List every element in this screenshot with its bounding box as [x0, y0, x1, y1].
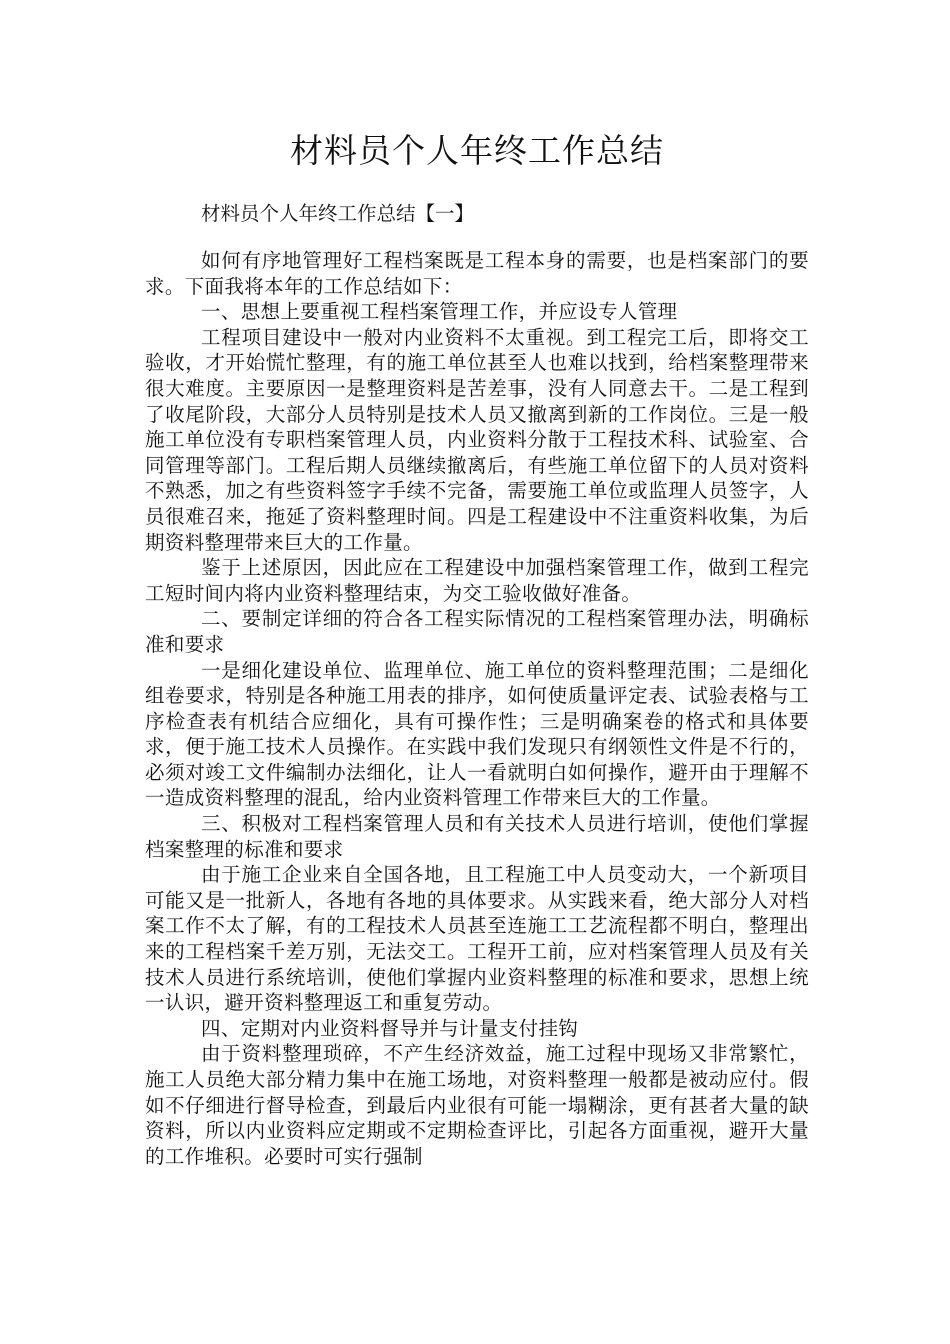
- document-body: [145, 248, 809, 1169]
- paragraph: 鉴于上述原因，因此应在工程建设中加强档案管理工作，做到工程完工短时间内将内业资料整理结束，为交工验收做好准备。: [145, 556, 809, 605]
- paragraph: 由于资料整理琐碎，不产生经济效益，施工过程中现场又非常繁忙，施工人员绝大部分精力集中在施工场地，对资料整理一般都是被动应付。假如不仔细进行督导检查，到最后内业很有可能一塌糊涂，更有甚者大量的缺资料，所以内业资料应定期或不定期检查评比，引起各方面重视，避开大量的工作堆积。必要时可实行强制: [145, 1042, 809, 1168]
- paragraph-heading-3: 三、积极对工程档案管理人员和有关技术人员进行培训，使他们掌握档案整理的标准和要求: [145, 812, 809, 861]
- paragraph: 一是细化建设单位、监理单位、施工单位的资料整理范围；二是细化组卷要求，特别是各种施工用表的排序，如何使质量评定表、试验表格与工序检查表有机结合应细化，具有可操作性；三是明确案卷的格式和具体要求，便于施工技术人员操作。在实践中我们发现只有纲领性文件是不行的，必须对竣工文件编制办法细化，让人一看就明白如何操作，避开由于理解不一造成资料整理的混乱，给内业资料管理工作带来巨大的工作量。: [145, 658, 809, 810]
- section-heading: 材料员个人年终工作总结【一】: [201, 202, 475, 225]
- paragraph-heading-1: 一、思想上要重视工程档案管理工作，并应设专人管理: [201, 300, 678, 324]
- paragraph-intro: 如何有序地管理好工程档案既是工程本身的需要，也是档案部门的要求。下面我将本年的工作总结如下：: [145, 249, 809, 298]
- paragraph: 由于施工企业来自全国各地，且工程施工中人员变动大，一个新项目可能又是一批新人，各地有各地的具体要求。从实践来看，绝大部分人对档案工作不太了解，有的工程技术人员甚至连施工工艺流程都不明白，整理出来的工程档案千差万别，无法交工。工程开工前，应对档案管理人员及有关技术人员进行系统培训，使他们掌握内业资料整理的标准和要求，思想上统一认识，避开资料整理返工和重复劳动。: [145, 863, 809, 1015]
- paragraph-heading-2: 二、要制定详细的符合各工程实际情况的工程档案管理办法，明确标准和要求: [145, 607, 809, 656]
- paragraph: 工程项目建设中一般对内业资料不太重视。到工程完工后，即将交工验收，才开始慌忙整理，有的施工单位甚至人也难以找到，给档案整理带来很大难度。主要原因一是整理资料是苦差事，没有人同意去干。二是工程到了收尾阶段，大部分人员特别是技术人员又撤离到新的工作岗位。三是一般施工单位没有专职档案管理人员，内业资料分散于工程技术科、试验室、合同管理等部门。工程后期人员继续撤离后，有些施工单位留下的人员对资料不熟悉，加之有些资料签字手续不完备，需要施工单位或监理人员签字，人员很难召来，拖延了资料整理时间。四是工程建设中不注重资料收集，为后期资料整理带来巨大的工作量。: [145, 325, 809, 554]
- paragraph-heading-4: 四、定期对内业资料督导并与计量支付挂钩: [201, 1016, 579, 1040]
- document-title: 材料员个人年终工作总结: [290, 131, 664, 170]
